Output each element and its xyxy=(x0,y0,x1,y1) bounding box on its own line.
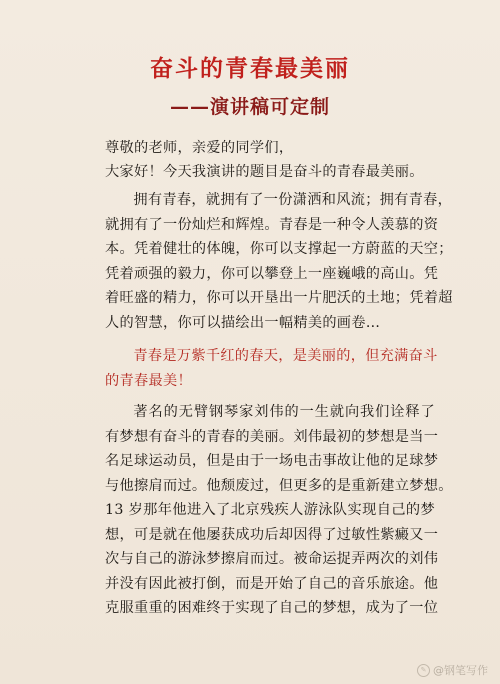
highlight-line: 青春是万紫千红的春天，是美丽的，但充满奋斗 xyxy=(133,348,438,364)
paragraph-1-line: 拥有青春，就拥有了一份潇洒和风流；拥有青春， xyxy=(133,192,453,208)
paragraph-1-line: 人的智慧，你可以描绘出一幅精美的画卷… xyxy=(105,314,381,331)
paragraph-2 xyxy=(105,400,453,621)
paragraph-2-line: 13 岁那年他进入了北京残疾人游泳队实现自己的梦 xyxy=(105,502,435,518)
watermark xyxy=(417,662,488,678)
paragraph-2-line: 克服重重的困难终于实现了自己的梦想，成为了一位 xyxy=(105,600,439,616)
paragraph-2-line: 有梦想有奋斗的青春的美丽。刘伟最初的梦想是当一 xyxy=(105,428,439,445)
paragraph-2-line: 次与自己的游泳梦擦肩而过。被命运捉弄两次的刘伟 xyxy=(105,551,439,567)
highlight-paragraph xyxy=(105,344,438,393)
pen-logo-icon: ✎ xyxy=(417,664,430,677)
paragraph-2-line: 与他擦肩而过。他颓废过，但更多的是重新建立梦想。 xyxy=(105,477,453,494)
paragraph-2-line: 想，可是就在他屡获成功后却因得了过敏性紫癜又一 xyxy=(105,526,439,543)
watermark-text: @钢笔写作 xyxy=(433,664,488,677)
paragraph-1-line: 凭着顽强的毅力，你可以攀登上一座巍峨的高山。凭 xyxy=(105,265,439,282)
paragraph-2-line: 并没有因此被打倒，而是开始了自己的音乐旅途。他 xyxy=(105,575,439,592)
document-title: 奋斗的青春最美丽 xyxy=(150,55,350,82)
greeting: 尊敬的老师，亲爱的同学们， xyxy=(105,140,294,156)
paragraph-1-line: 就拥有了一份灿烂和辉煌。青春是一种令人羡慕的资 xyxy=(105,216,439,233)
paragraph-1 xyxy=(105,188,453,335)
paragraph-2-line: 名足球运动员，但是由于一场电击事故让他的足球梦 xyxy=(105,453,439,469)
paragraph-1-line: 着旺盛的精力，你可以开垦出一片肥沃的土地；凭着超 xyxy=(105,290,453,306)
opening-line: 大家好！今天我演讲的题目是奋斗的青春最美丽。 xyxy=(105,164,424,180)
highlight-line: 的青春最美！ xyxy=(105,372,192,389)
paragraph-2-line: 著名的无臂钢琴家刘伟的一生就向我们诠释了 xyxy=(133,404,435,420)
paragraph-1-line: 本。凭着健壮的体魄，你可以支撑起一方蔚蓝的天空； xyxy=(105,241,453,257)
document-subtitle: ——演讲稿可定制 xyxy=(170,96,331,118)
